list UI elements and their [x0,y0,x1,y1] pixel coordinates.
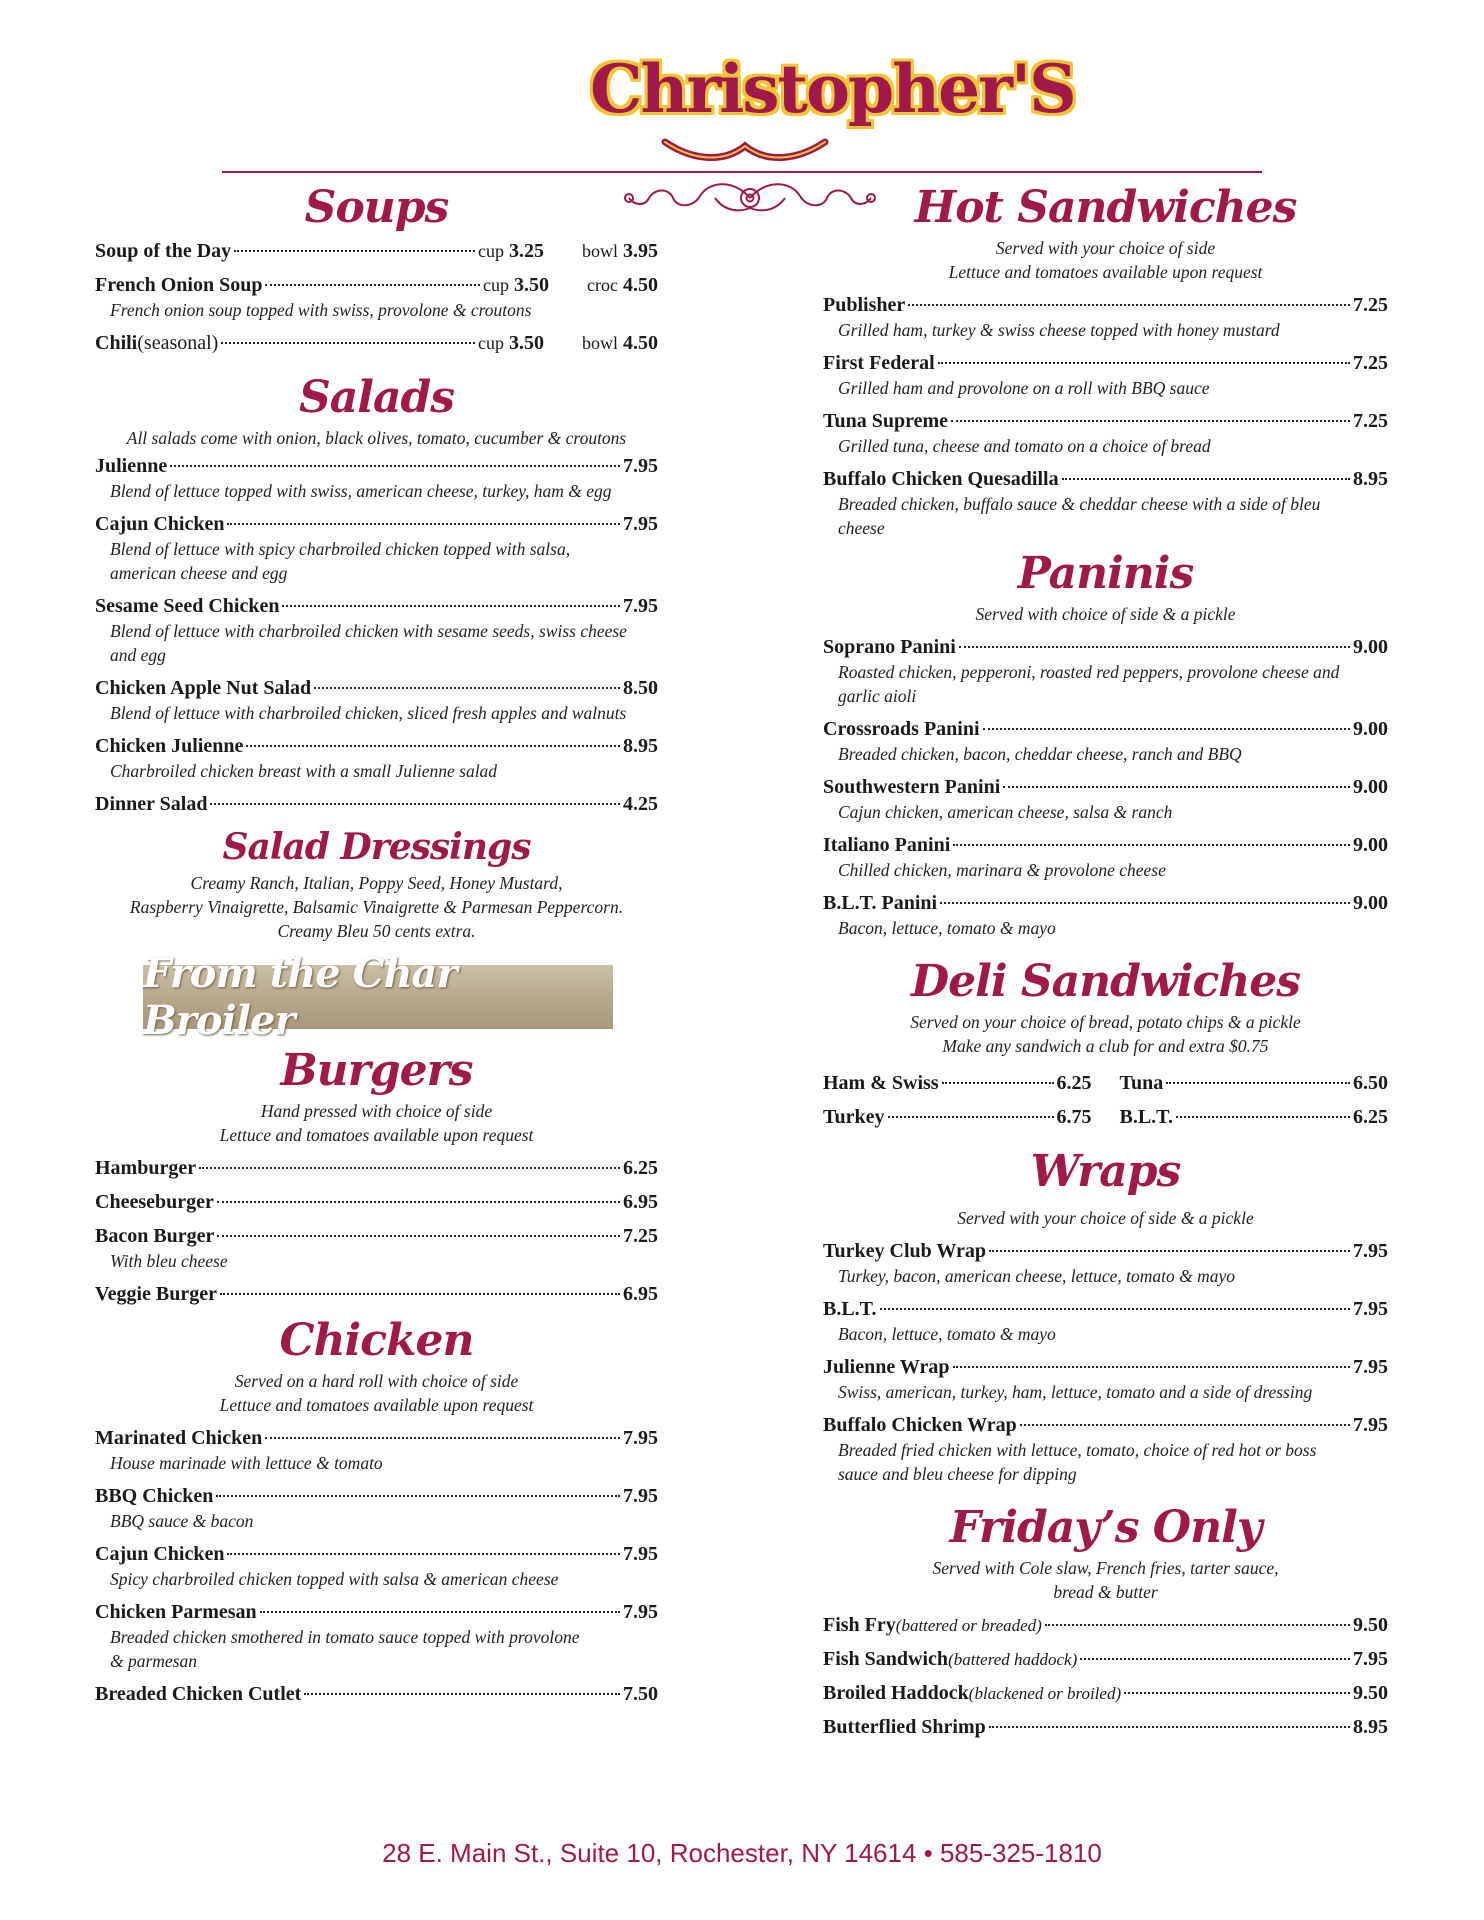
fridays-only-list [823,1613,1388,1740]
size-label: cup [478,333,504,353]
list-item [823,1355,1388,1404]
item-name: Julienne [95,455,168,477]
item-name: Hamburger [95,1157,197,1179]
item-price: 9.50 [1353,1682,1388,1704]
item-name: Veggie Burger [95,1283,218,1305]
item-price: 9.00 [1353,776,1388,798]
chicken-list [95,1426,658,1707]
list-item [823,1071,1092,1096]
item-name: Soprano Panini [823,636,956,658]
list-item [823,1681,1388,1706]
item-description: Blend of lettuce with spicy charbroiled chicken topped with salsa, american cheese and egg [110,539,571,583]
list-item [823,717,1388,766]
list-item [823,1413,1388,1486]
paninis-title: Paninis [1017,548,1194,599]
item-name: Southwestern Panini [823,776,1001,798]
item-note: (battered or breaded) [895,1616,1042,1635]
item-price: 7.95 [623,455,658,477]
item-price: 7.95 [623,1485,658,1507]
item-name: Soup of the Day [95,240,232,262]
item-name: Turkey [823,1106,885,1128]
item-price: 7.95 [1353,1648,1388,1670]
item-description: French onion soup topped with swiss, provolone & croutons [110,300,532,320]
logo-swirl-icon [590,50,1075,170]
deli-sandwiches-subtitle: Make any sandwich a club for and extra $0.75 [942,1036,1269,1056]
wraps-list [823,1239,1388,1486]
item-price: 7.95 [623,1427,658,1449]
item-price: 7.25 [623,1225,658,1247]
chicken-subtitle: Lettuce and tomatoes available upon request [219,1395,534,1415]
item-name: Bacon Burger [95,1225,215,1247]
item-name: Fish Sandwich [823,1648,949,1670]
list-item [95,1426,658,1475]
list-item [95,1600,658,1673]
item-name: Dinner Salad [95,793,208,815]
chicken-subtitle: Served on a hard roll with choice of side [234,1371,519,1391]
item-price: 8.95 [1353,468,1388,490]
item-price: 7.95 [1353,1240,1388,1262]
size-label: cup [483,275,510,295]
wraps-title: Wraps [1030,1146,1181,1197]
item-name: Chicken Parmesan [95,1601,257,1623]
burgers-subtitle: Lettuce and tomatoes available upon request [219,1125,534,1145]
item-price: 7.25 [1353,410,1388,432]
list-item [1120,1071,1389,1096]
item-name: Cheeseburger [95,1191,214,1213]
burgers-title: Burgers [280,1045,473,1096]
item-price: 3.50 [514,274,550,296]
item-description: Grilled ham and provolone on a roll with BBQ sauce [838,378,1210,398]
item-price: 9.00 [1353,834,1388,856]
size-label: cup [478,241,504,261]
item-price: 6.50 [1353,1072,1388,1094]
item-price: 8.50 [623,677,658,699]
item-price: 3.25 [509,240,544,262]
item-description: Blend of lettuce with charbroiled chicken, sliced fresh apples and walnuts [110,703,627,723]
list-item [95,239,658,264]
item-name: Ham & Swiss [823,1072,939,1094]
list-item [95,1282,658,1307]
list-item [823,293,1388,342]
item-name: Tuna [1119,1072,1164,1094]
list-item [95,454,658,503]
item-name: B.L.T. [823,1298,877,1320]
salads-title: Salads [298,372,455,423]
item-description: With bleu cheese [110,1251,228,1271]
item-name: B.L.T. Panini [823,892,938,914]
item-price: 3.50 [509,332,544,354]
wraps-subtitle: Served with your choice of side & a pickle [957,1208,1254,1228]
item-name: French Onion Soup [95,274,263,296]
item-note: (battered haddock) [948,1650,1078,1669]
list-item [823,891,1388,940]
item-price: 7.95 [623,1543,658,1565]
logo [590,50,1075,170]
item-name: First Federal [823,352,935,374]
item-description: Bacon, lettuce, tomato & mayo [838,918,1056,938]
list-item [95,792,658,817]
item-name: Breaded Chicken Cutlet [95,1683,302,1705]
list-item [95,1156,658,1181]
item-price: 6.95 [623,1191,658,1213]
list-item [95,1190,658,1215]
list-item [823,467,1388,540]
size-label: croc [587,275,618,295]
item-description: Breaded chicken, buffalo sauce & cheddar cheese with a side of bleu cheese [838,494,1321,538]
item-price: 7.95 [1353,1356,1388,1378]
item-price: 9.00 [1353,718,1388,740]
logo-text: Christopher'S [590,50,1075,128]
item-price: 7.95 [1353,1298,1388,1320]
item-price: 6.95 [623,1283,658,1305]
list-item [95,1542,658,1591]
item-description: Charbroiled chicken breast with a small Julienne salad [110,761,498,781]
item-note: (blackened or broiled) [968,1684,1122,1703]
burgers-subtitle: Hand pressed with choice of side [260,1101,493,1121]
item-name: Butterflied Shrimp [823,1716,986,1738]
paninis-list [823,635,1388,940]
item-description: Swiss, american, turkey, ham, lettuce, tomato and a side of dressing [838,1382,1313,1402]
dressings-line: Creamy Bleu 50 cents extra. [277,921,476,941]
item-price: 7.95 [623,1601,658,1623]
deli-sandwiches-title: Deli Sandwiches [910,956,1301,1007]
item-price: 4.50 [623,274,658,296]
item-note: (seasonal) [137,332,219,354]
item-price: 4.50 [623,332,658,354]
item-description: Breaded chicken smothered in tomato sauce topped with provolone & parmesan [110,1627,580,1671]
list-item [95,1682,658,1707]
item-description: Blend of lettuce topped with swiss, american cheese, turkey, ham & egg [110,481,612,501]
list-item [95,512,658,585]
item-name: Cajun Chicken [95,513,225,535]
item-name: Marinated Chicken [95,1427,263,1449]
item-name: Cajun Chicken [95,1543,225,1565]
paninis-subtitle: Served with choice of side & a pickle [975,604,1236,624]
dressings-title: Salad Dressings [222,826,531,868]
item-name: Chicken Julienne [95,735,244,757]
item-description: Breaded fried chicken with lettuce, tomato, choice of red hot or boss sauce and bleu cheese for dipping [838,1440,1317,1484]
item-price: 6.25 [623,1157,658,1179]
hot-sandwiches-list [823,293,1388,540]
list-item [823,1715,1388,1740]
salads-list [95,454,658,817]
item-name: Chicken Apple Nut Salad [95,677,312,699]
item-price: 6.25 [1056,1072,1092,1094]
left-column [95,180,658,1707]
item-name: Sesame Seed Chicken [95,595,280,617]
list-item [823,1297,1388,1346]
item-description: Grilled ham, turkey & swiss cheese topped with honey mustard [838,320,1280,340]
list-item [1120,1105,1389,1130]
item-name: Chili [95,332,138,354]
list-item [95,734,658,783]
item-price: 3.95 [623,240,658,262]
list-item [95,1484,658,1533]
item-price: 6.75 [1056,1106,1092,1128]
deli-sandwiches-list [823,1062,1388,1130]
hot-sandwiches-title: Hot Sandwiches [914,182,1297,233]
list-item [95,331,658,356]
size-label: bowl [582,333,618,353]
item-name: Buffalo Chicken Wrap [823,1414,1017,1436]
item-description: Cajun chicken, american cheese, salsa & ranch [838,802,1173,822]
fridays-only-subtitle: Served with Cole slaw, French fries, tarter sauce, [932,1558,1279,1578]
item-price: 9.50 [1353,1614,1388,1636]
list-item [823,1613,1388,1638]
item-price: 8.95 [623,735,658,757]
item-description: Turkey, bacon, american cheese, lettuce, tomato & mayo [838,1266,1236,1286]
chicken-title: Chicken [279,1315,474,1366]
item-name: Italiano Panini [823,834,951,856]
item-name: Crossroads Panini [823,718,980,740]
list-item [823,775,1388,824]
item-description: Spicy charbroiled chicken topped with salsa & american cheese [110,1569,559,1589]
item-price: 9.00 [1353,892,1388,914]
footer-address: 28 E. Main St., Suite 10, Rochester, NY 14614 • 585-325-1810 [382,1838,1102,1868]
item-name: BBQ Chicken [95,1485,214,1507]
item-name: Fish Fry [823,1614,896,1636]
item-price: 8.95 [1353,1716,1388,1738]
item-description: Bacon, lettuce, tomato & mayo [838,1324,1056,1344]
list-item [95,1224,658,1273]
item-price: 9.00 [1353,636,1388,658]
item-description: Blend of lettuce with charbroiled chicken with sesame seeds, swiss cheese and egg [110,621,627,665]
item-description: House marinade with lettuce & tomato [110,1453,383,1473]
list-item [823,1239,1388,1288]
item-price: 7.95 [623,595,658,617]
item-description: BBQ sauce & bacon [110,1511,254,1531]
item-name: Tuna Supreme [823,410,949,432]
item-price: 7.25 [1353,294,1388,316]
item-price: 7.25 [1353,352,1388,374]
list-item [823,833,1388,882]
right-column [823,180,1388,1740]
soups-title: Soups [304,182,449,233]
item-price: 4.25 [623,793,658,815]
item-price: 6.25 [1353,1106,1388,1128]
item-description: Chilled chicken, marinara & provolone cheese [838,860,1166,880]
item-price: 7.95 [623,513,658,535]
list-item [823,1105,1092,1130]
item-name: Julienne Wrap [823,1356,950,1378]
item-price: 7.50 [623,1683,658,1705]
item-description: Breaded chicken, bacon, cheddar cheese, ranch and BBQ [838,744,1242,764]
salads-subtitle: All salads come with onion, black olives, tomato, cucumber & croutons [126,428,627,448]
item-name: Publisher [823,294,906,316]
list-item [95,594,658,667]
deli-sandwiches-subtitle: Served on your choice of bread, potato chips & a pickle [910,1012,1301,1032]
dressings-line: Raspberry Vinaigrette, Balsamic Vinaigrette & Parmesan Peppercorn. [129,897,624,917]
list-item [823,1647,1388,1672]
hot-sandwiches-subtitle: Lettuce and tomatoes available upon request [948,262,1263,282]
list-item [823,635,1388,708]
burgers-list [95,1156,658,1307]
item-name: Broiled Haddock [823,1682,969,1704]
char-broiler-banner: From the Char Broiler [143,965,613,1029]
list-item [823,351,1388,400]
fridays-only-subtitle: bread & butter [1053,1582,1158,1602]
size-label: bowl [582,241,618,261]
soups-list [95,239,658,356]
hot-sandwiches-subtitle: Served with your choice of side [995,238,1216,258]
list-item [823,409,1388,458]
item-name: B.L.T. [1119,1106,1174,1128]
item-price: 7.95 [1353,1414,1388,1436]
item-name: Buffalo Chicken Quesadilla [823,468,1059,490]
item-description: Roasted chicken, pepperoni, roasted red peppers, provolone cheese and garlic aioli [838,662,1340,706]
item-description: Grilled tuna, cheese and tomato on a choice of bread [838,436,1211,456]
fridays-only-title: Friday’s Only [949,1502,1262,1553]
item-name: Turkey Club Wrap [823,1240,987,1262]
dressings-line: Creamy Ranch, Italian, Poppy Seed, Honey Mustard, [190,873,563,893]
list-item [95,676,658,725]
list-item [95,273,658,322]
